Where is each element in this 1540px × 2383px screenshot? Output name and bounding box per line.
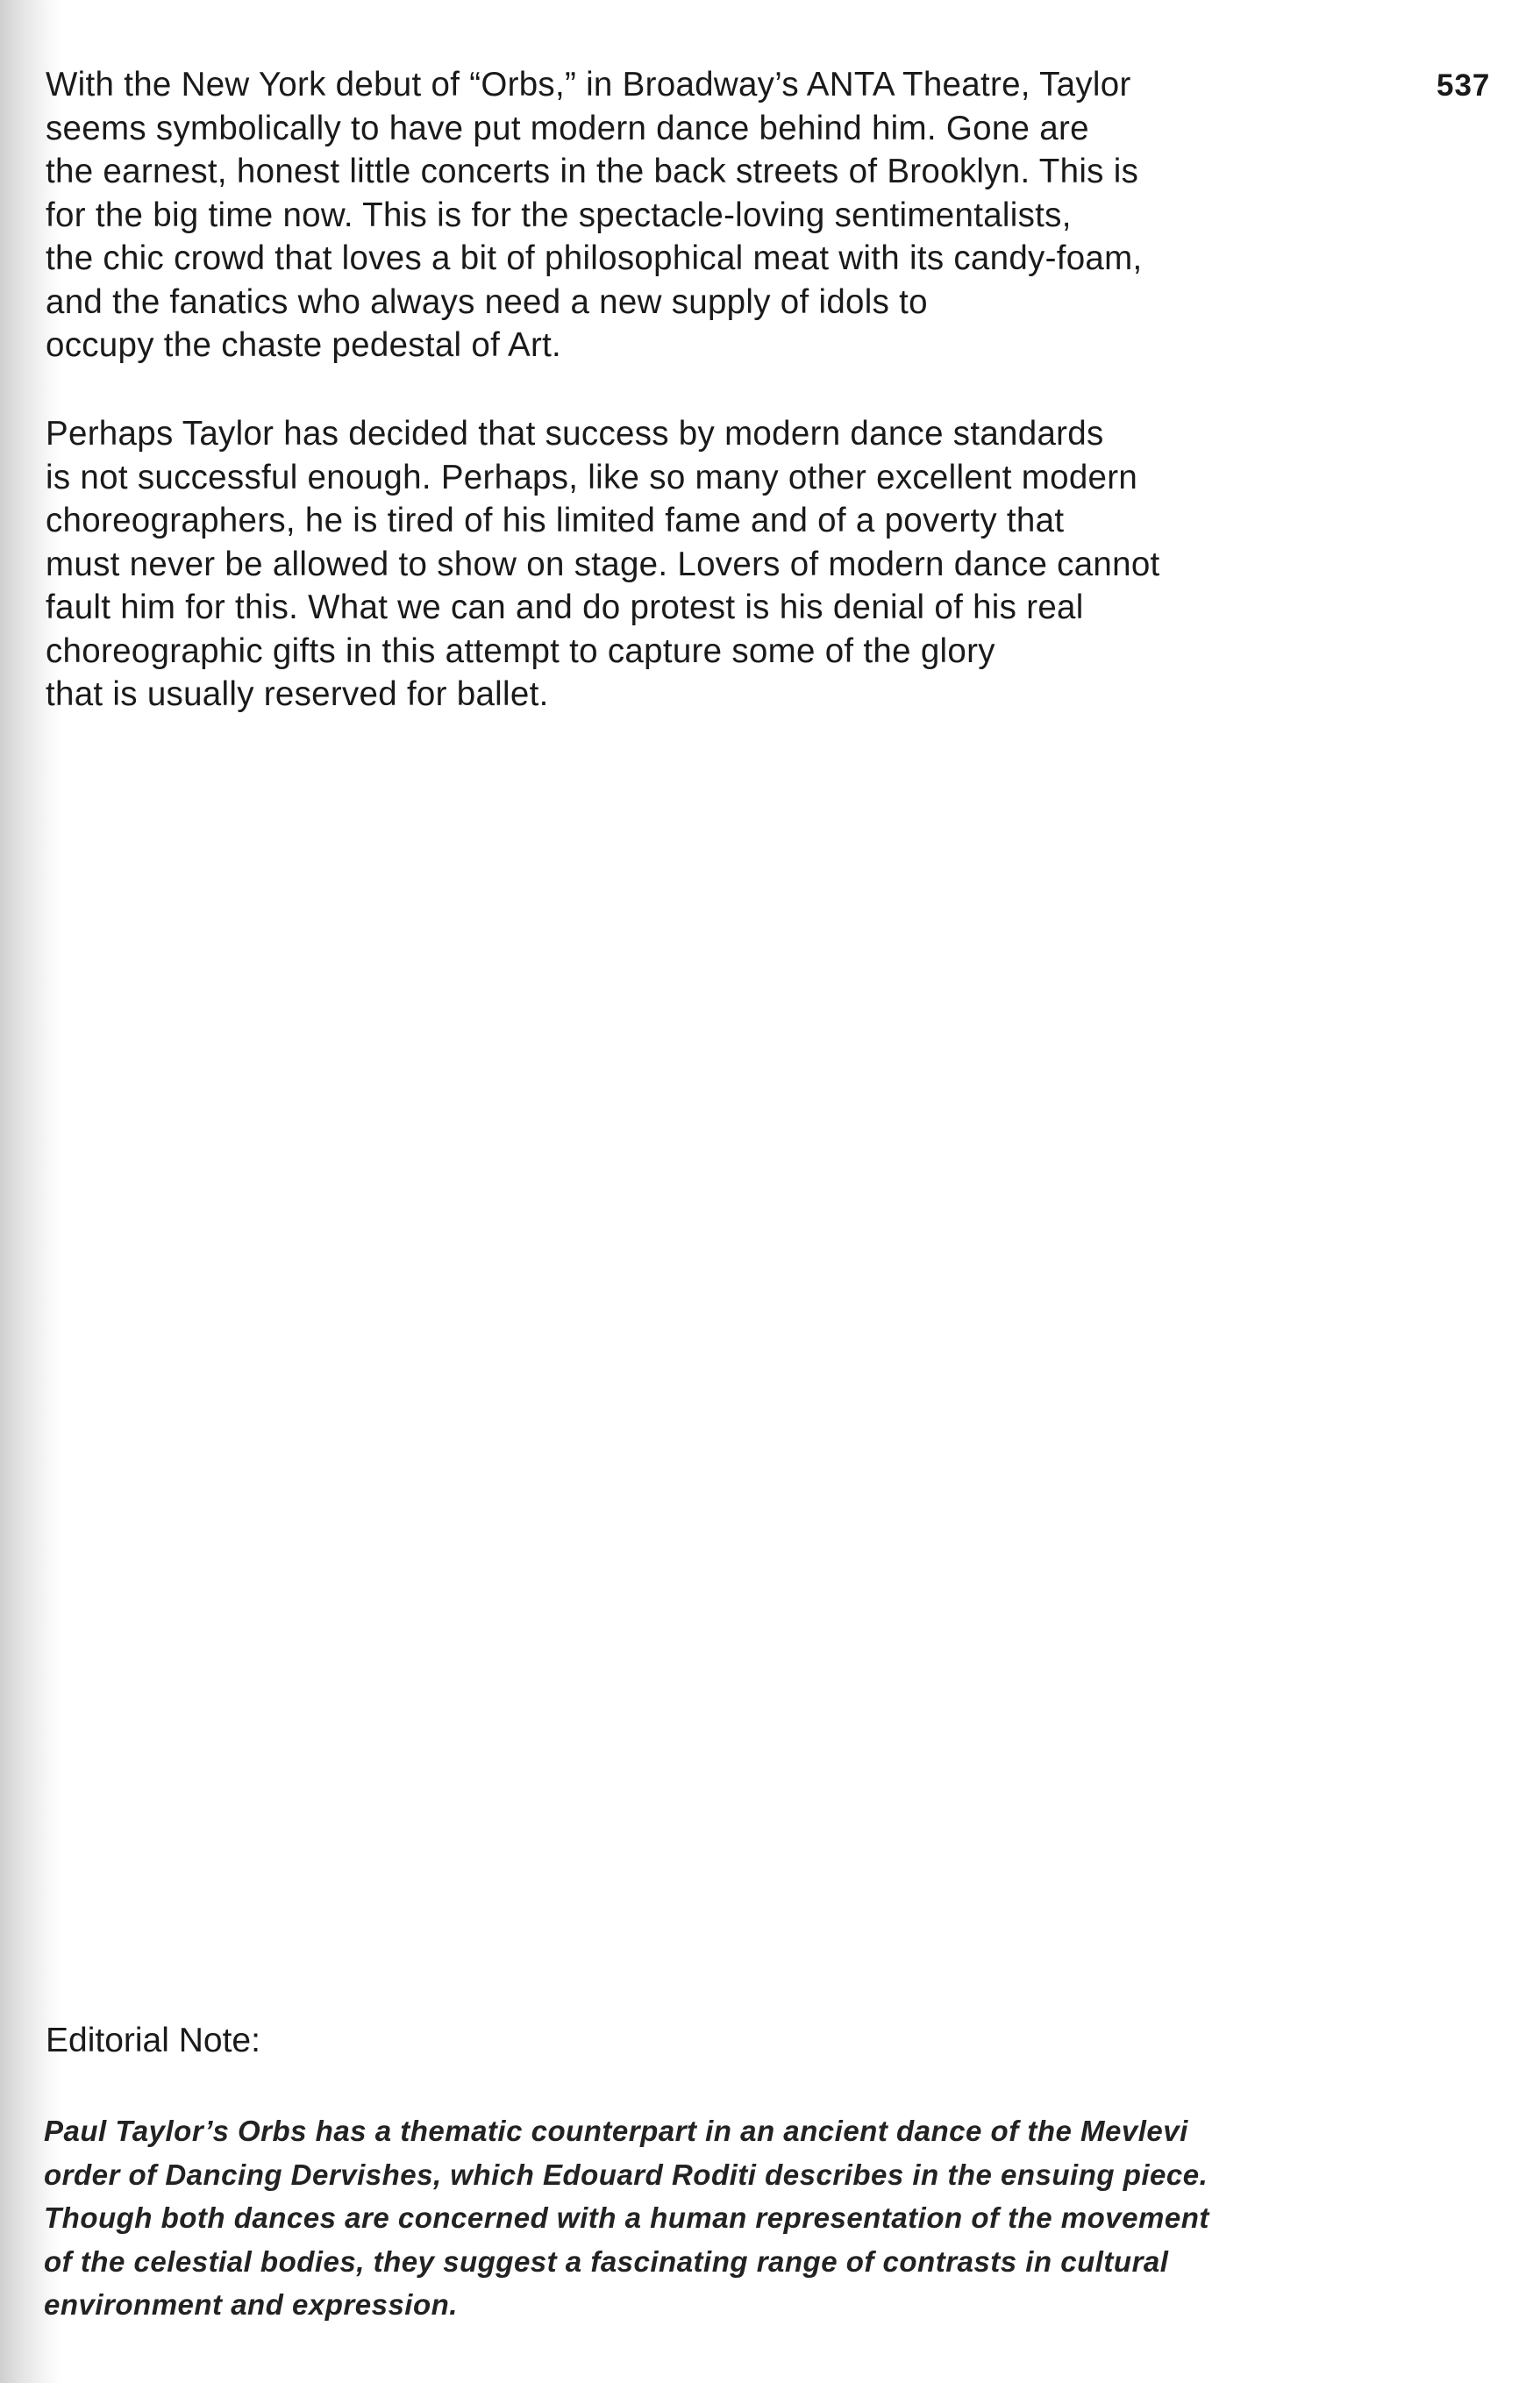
paragraph-line: seems symbolically to have put modern dance behind him. Gone are — [46, 109, 1089, 147]
editorial-line: order of Dancing Dervishes, which Edouard Roditi describes in the ensuing piece. — [44, 2158, 1208, 2191]
paragraph-line: With the New York debut of “Orbs,” in Broadway’s ANTA Theatre, Taylor — [46, 66, 1131, 103]
editorial-line: Though both dances are concerned with a human representation of the movement — [44, 2201, 1209, 2234]
editorial-line: of the celestial bodies, they suggest a fascinating range of contrasts in cultural — [44, 2244, 1169, 2278]
paragraph-line: choreographers, he is tired of his limited fame and of a poverty that — [46, 502, 1065, 539]
editorial-note-heading: Editorial Note: — [46, 2022, 260, 2059]
paragraph-line: that is usually reserved for ballet. — [46, 675, 549, 713]
paragraph-line: choreographic gifts in this attempt to capture some of the glory — [46, 631, 995, 670]
paragraph-line: the chic crowd that loves a bit of philosophical meat with its candy-foam, — [46, 239, 1143, 277]
paragraph-line: and the fanatics who always need a new supply of idols to — [46, 282, 928, 321]
paragraph-line: for the big time now. This is for the spectacle-loving sentimentalists, — [46, 196, 1072, 234]
article-paragraph-2 — [46, 412, 1326, 717]
page-number: 537 — [1437, 68, 1491, 103]
paragraph-line: occupy the chaste pedestal of Art. — [46, 326, 562, 364]
paragraph-line: Perhaps Taylor has decided that success by modern dance standards — [46, 415, 1104, 453]
article-paragraph-1 — [46, 63, 1326, 367]
editorial-note-body — [44, 2109, 1315, 2327]
paragraph-line: fault him for this. What we can and do protest is his denial of his real — [46, 589, 1084, 626]
paragraph-line: must never be allowed to show on stage. Lovers of modern dance cannot — [46, 545, 1160, 583]
editorial-line: Paul Taylor’s Orbs has a thematic counterpart in an ancient dance of the Mevlevi — [44, 2115, 1188, 2147]
paragraph-line: the earnest, honest little concerts in the back streets of Brooklyn. This is — [46, 153, 1139, 190]
editorial-line: environment and expression. — [44, 2288, 458, 2321]
paragraph-line: is not successful enough. Perhaps, like so many other excellent modern — [46, 458, 1138, 496]
